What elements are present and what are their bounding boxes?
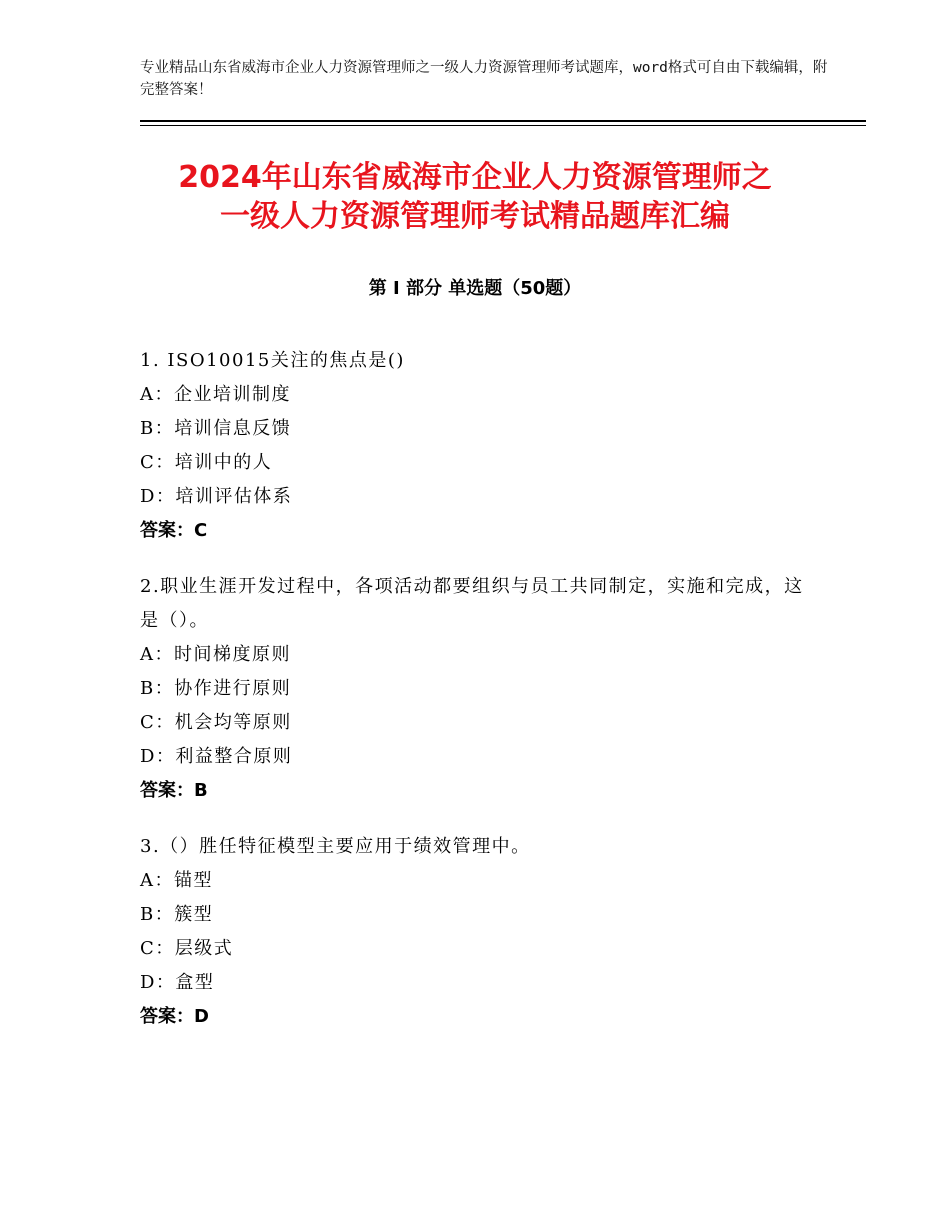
question-stem: 2.职业生涯开发过程中，各项活动都要组织与员工共同制定，实施和完成，这是（）。 [140,576,804,631]
section-heading: 第 I 部分 单选题（50题） [368,278,582,299]
option-a: A：时间梯度原则 [140,644,291,665]
question-2 [140,570,810,808]
option-b: B：簇型 [140,904,214,925]
answer: 答案：D [140,1006,209,1027]
header-note: 专业精品山东省威海市企业人力资源管理师之一级人力资源管理师考试题库，word格式可自由下载编辑，附完整答案！ [140,60,828,98]
answer: 答案：C [140,520,208,541]
document-title-line-2: 一级人力资源管理师考试精品题库汇编 [220,199,730,234]
question-3 [140,830,810,1034]
option-b: B：协作进行原则 [140,678,292,699]
option-a: A：锚型 [140,870,213,891]
document-title-line-1: 2024年山东省威海市企业人力资源管理师之 [178,160,772,195]
option-b: B：培训信息反馈 [140,418,292,439]
option-c: C：机会均等原则 [140,712,292,733]
question-1 [140,344,810,548]
document-title [100,158,850,236]
option-d: D：利益整合原则 [140,746,293,767]
question-list [140,344,810,1056]
option-d: D：培训评估体系 [140,486,293,507]
header-rule-thin [140,125,866,126]
question-stem: 3.（）胜任特征模型主要应用于绩效管理中。 [140,836,531,857]
header-rule-thick [140,120,866,122]
question-stem: 1. ISO10015关注的焦点是() [140,350,405,371]
option-c: C：培训中的人 [140,452,273,473]
option-d: D：盒型 [140,972,215,993]
answer: 答案：B [140,780,208,801]
option-a: A：企业培训制度 [140,384,291,405]
option-c: C：层级式 [140,938,234,959]
